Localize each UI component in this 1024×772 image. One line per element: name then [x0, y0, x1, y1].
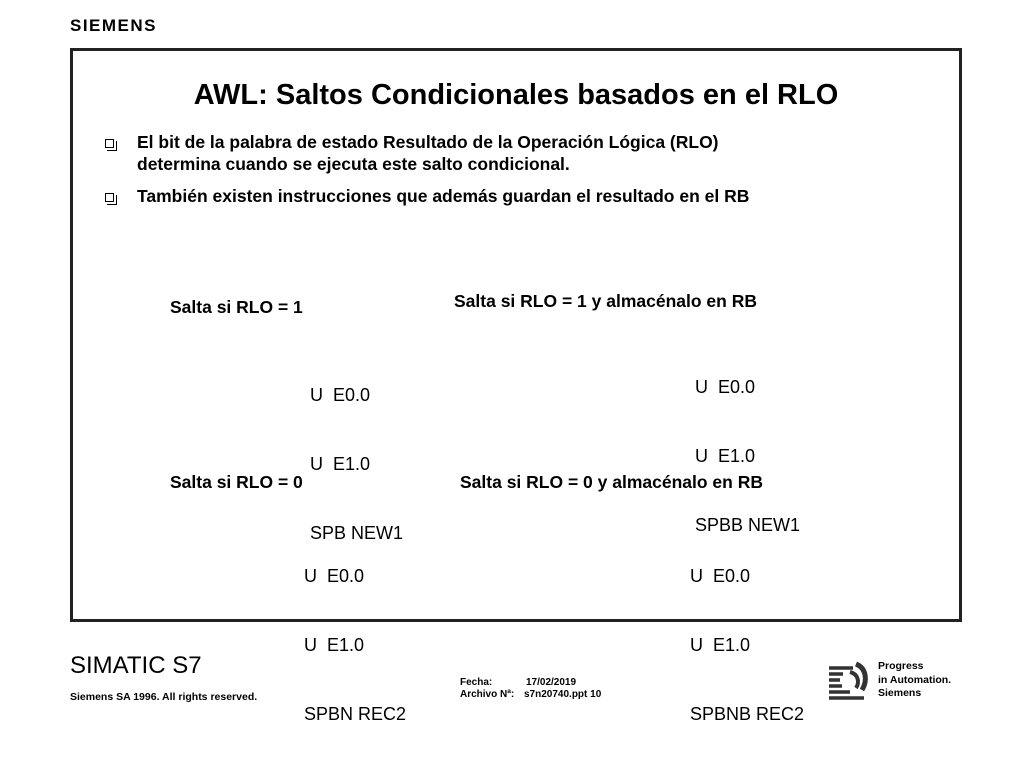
product-name: SIMATIC S7 — [70, 652, 202, 679]
bullet-list — [101, 131, 921, 217]
code-line: U E1.0 — [310, 454, 371, 474]
file-value: s7n20740.ppt 10 — [524, 689, 602, 700]
slide-title: AWL: Saltos Condicionales basados en el RLO — [193, 79, 839, 111]
bullet-text-line: También existen instrucciones que además guardan el resultado en el RB — [137, 186, 750, 206]
date-value: 17/02/2019 — [526, 677, 577, 688]
code-line: U E1.0 — [304, 635, 365, 655]
code-line: U E0.0 — [304, 566, 365, 586]
bullet-item — [101, 185, 921, 207]
siemens-progress-logo-icon — [826, 660, 868, 702]
code-line: U E1.0 — [695, 446, 756, 466]
case-title: Salta si RLO = 0 — [170, 472, 303, 492]
code-line: SPBNB REC2 — [690, 704, 805, 724]
code-line: U E0.0 — [690, 566, 751, 586]
case-title: Salta si RLO = 1 — [170, 297, 303, 317]
slogan-line: in Automation. — [878, 673, 952, 686]
slogan — [878, 660, 951, 701]
code-block — [690, 519, 804, 772]
checkbox-bullet-icon — [105, 193, 114, 202]
copyright-text: Siemens SA 1996. All rights reserved. — [70, 691, 258, 703]
code-line: U E0.0 — [695, 377, 756, 397]
case-title: Salta si RLO = 0 y almacénalo en RB — [460, 472, 763, 492]
bullet-text-line: El bit de la palabra de estado Resultado de la Operación Lógica (RLO) — [137, 132, 719, 152]
code-line: U E1.0 — [690, 635, 751, 655]
bullet-text-line: determina cuando se ejecuta este salto condicional. — [137, 154, 570, 174]
file-label: Archivo Nª: — [460, 689, 515, 700]
code-line: U E0.0 — [310, 385, 371, 405]
case-title: Salta si RLO = 1 y almacénalo en RB — [454, 291, 757, 311]
slogan-line: Progress — [878, 660, 924, 672]
date-label: Fecha: — [460, 677, 493, 688]
siemens-brand: SIEMENS — [70, 16, 158, 35]
code-block — [304, 519, 406, 772]
bullet-item — [101, 131, 921, 175]
checkbox-bullet-icon — [105, 139, 114, 148]
file-metadata — [460, 677, 601, 701]
code-line: SPBN REC2 — [304, 704, 407, 724]
slogan-line: Siemens — [878, 687, 922, 699]
code-line: SPB NEW1 — [310, 523, 404, 543]
code-line: SPBB NEW1 — [695, 515, 801, 535]
